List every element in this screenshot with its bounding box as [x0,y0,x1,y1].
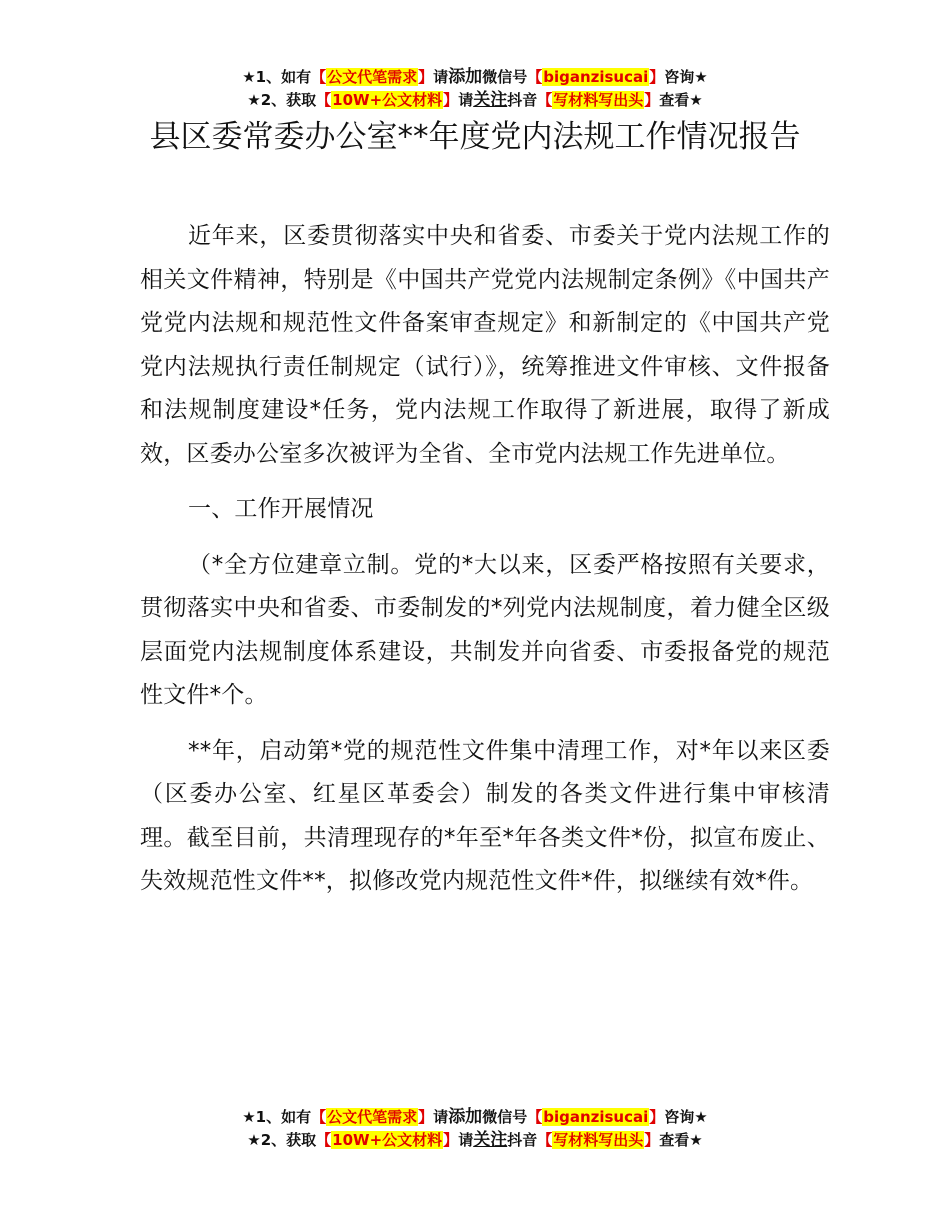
ad-bracket: 】 [443,91,459,109]
paragraph-intro: 近年来，区委贯彻落实中央和省委、市委关于党内法规工作的相关文件精神，特别是《中国共产党党内法规制定条例》《中国共产党党内法规和规范性文件备案审查规定》和新制定的《中国共产党党内法规执行责任制规定（试行）》，统筹推进文件审核、文件报备和法规制度建设*任务，党内法规工作取得了新进展，取得了新成效，区委办公室多次被评为全省、全市党内法规工作先进单位。 [140,223,830,467]
header-ad-banner [0,66,950,112]
ad-text: 查看★ [659,1131,703,1149]
paragraph-cleanup: **年，启动第*党的规范性文件集中清理工作，对*年以来区委（区委办公室、红星区革委会）制发的各类文件进行集中审核清理。截至目前，共清理现存的*年至*年各类文件*份，拟宣布废止、失效规范性文件**，拟修改党内规范性文件*件，拟继续有效*件。 [140,737,830,894]
document-title: 县区委常委办公室**年度党内法规工作情况报告 [149,119,801,155]
ad-text: 微信号 [482,1108,528,1126]
ad-bracket: 【 [537,1131,553,1149]
ad-emphasis: 关注 [473,1130,508,1150]
ad-bracket: 【 [311,68,327,86]
ad-highlight-douyin-id: 写材料写出头 [553,91,644,109]
ad-bracket: 】 [644,1131,660,1149]
section-heading: 一、工作开展情况 [188,496,374,522]
ad-text: ★2、获取 [247,1131,317,1149]
ad-text: 请 [458,1131,474,1149]
footer-ad-line-1 [0,1106,950,1129]
ad-bracket: 【 [316,1131,332,1149]
ad-bracket: 【 [311,1108,327,1126]
ad-emphasis: 添加 [448,67,483,87]
ad-text: 咨询★ [664,1108,708,1126]
header-ad-line-1 [0,66,950,89]
ad-bracket: 】 [443,1131,459,1149]
ad-bracket: 】 [644,91,660,109]
ad-text: ★2、获取 [247,91,317,109]
ad-highlight-douyin-id: 写材料写出头 [553,1131,644,1149]
ad-bracket: 】 [418,1108,434,1126]
ad-bracket: 【 [537,91,553,109]
ad-highlight-wechat-id: biganzisucai [543,68,649,86]
paragraph-rules: （*全方位建章立制。党的*大以来，区委严格按照有关要求，贯彻落实中央和省委、市委制发的*列党内法规制度，着力健全区级层面党内法规制度体系建设，共制发并向省委、市委报备党的规范性文件*个。 [140,551,830,708]
ad-highlight-service: 公文代笔需求 [327,1108,418,1126]
ad-text: 请 [458,91,474,109]
ad-bracket: 】 [649,1108,665,1126]
ad-highlight-materials: 10W+公文材料 [332,1131,443,1149]
ad-text: 请 [433,68,449,86]
ad-emphasis: 添加 [448,1107,483,1127]
ad-bracket: 【 [527,1108,543,1126]
footer-ad-banner [0,1106,950,1152]
ad-text: 抖音 [507,91,538,109]
header-ad-line-2 [0,89,950,112]
ad-text: 微信号 [482,68,528,86]
ad-text: 查看★ [659,91,703,109]
ad-highlight-service: 公文代笔需求 [327,68,418,86]
ad-text: 抖音 [507,1131,538,1149]
footer-ad-line-2 [0,1129,950,1152]
ad-bracket: 【 [316,91,332,109]
ad-bracket: 【 [527,68,543,86]
ad-text: ★1、如有 [242,1108,312,1126]
ad-text: ★1、如有 [242,68,312,86]
ad-highlight-materials: 10W+公文材料 [332,91,443,109]
ad-highlight-wechat-id: biganzisucai [543,1108,649,1126]
document-body [140,215,830,904]
ad-text: 咨询★ [664,68,708,86]
ad-bracket: 】 [418,68,434,86]
ad-emphasis: 关注 [473,90,508,110]
ad-bracket: 】 [649,68,665,86]
ad-text: 请 [433,1108,449,1126]
